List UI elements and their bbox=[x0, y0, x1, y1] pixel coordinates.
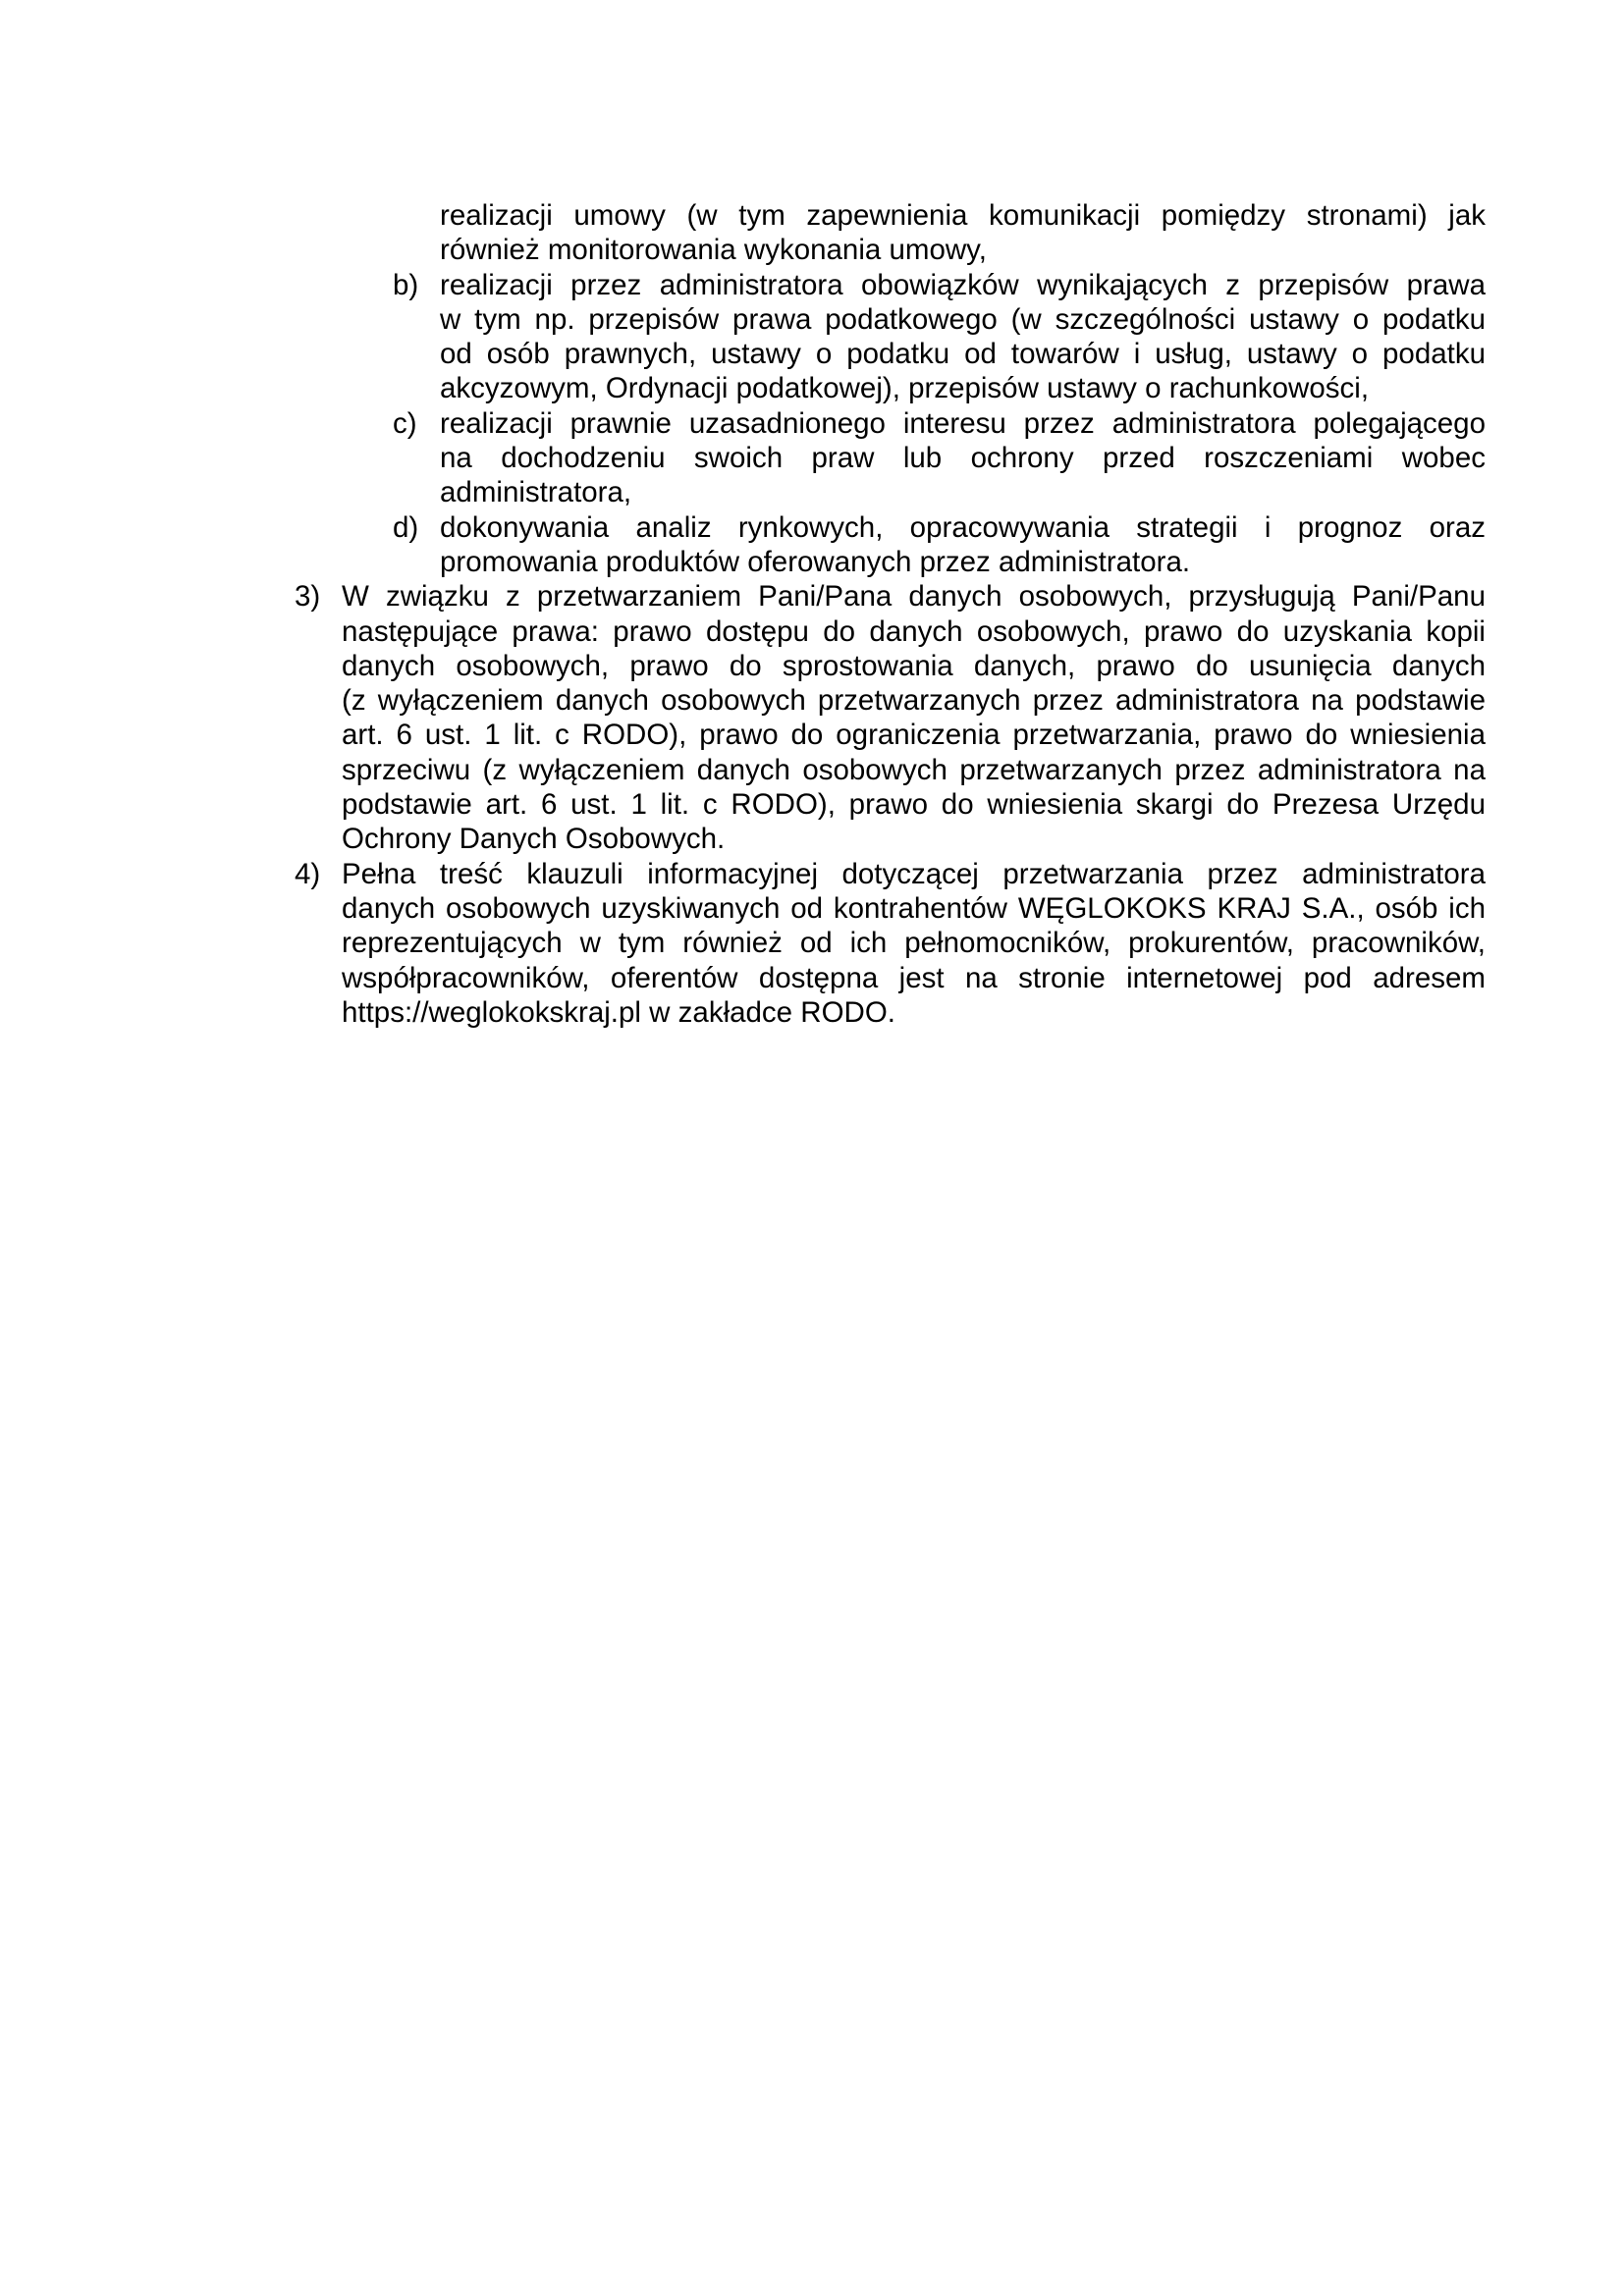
list-item-text bbox=[342, 579, 1486, 856]
list-item-text bbox=[440, 268, 1486, 406]
list-item bbox=[0, 579, 1624, 856]
text-line: od osób prawnych, ustawy o podatku od towarów i usług, ustawy o podatku bbox=[440, 338, 1486, 371]
text-line: promowania produktów oferowanych przez administratora. bbox=[440, 545, 1191, 578]
text-line: akcyzowym, Ordynacji podatkowej), przepisów ustawy o rachunkowości, bbox=[440, 372, 1370, 405]
text-line: danych osobowych uzyskiwanych od kontrahentów WĘGLOKOKS KRAJ S.A., osób ich bbox=[342, 891, 1486, 925]
text-line: (z wyłączeniem danych osobowych przetwarzanych przez administratora na podstawie bbox=[342, 684, 1486, 718]
list-item-marker: 3) bbox=[295, 580, 321, 614]
text-line: również monitorowania wykonania umowy, bbox=[440, 234, 987, 267]
text-line: art. 6 ust. 1 lit. c RODO), prawo do ograniczenia przetwarzania, prawo do wniesienia bbox=[342, 719, 1486, 752]
list-item bbox=[0, 198, 1624, 268]
list-item bbox=[0, 268, 1624, 406]
list-item-marker: c) bbox=[393, 406, 417, 440]
text-line: realizacji umowy (w tym zapewnienia komunikacji pomiędzy stronami) jak bbox=[440, 199, 1486, 232]
list-item-text bbox=[440, 198, 1486, 268]
text-line: realizacji przez administratora obowiązków wynikających z przepisów prawa bbox=[440, 268, 1486, 301]
list-item-marker: 4) bbox=[295, 857, 321, 890]
list-item-text bbox=[342, 857, 1486, 1030]
list-item-text bbox=[440, 406, 1486, 510]
document-content bbox=[0, 198, 1624, 1030]
list-item bbox=[0, 406, 1624, 510]
text-line: w tym np. przepisów prawa podatkowego (w szczególności ustawy o podatku bbox=[440, 302, 1486, 336]
text-line: współpracowników, oferentów dostępna jest na stronie internetowej pod adresem bbox=[342, 961, 1486, 994]
text-line: następujące prawa: prawo dostępu do danych osobowych, prawo do uzyskania kopii bbox=[342, 614, 1486, 648]
list-item-marker: d) bbox=[393, 510, 419, 544]
text-line: https://weglokokskraj.pl w zakładce RODO. bbox=[342, 995, 895, 1029]
text-line: W związku z przetwarzaniem Pani/Pana danych osobowych, przysługują Pani/Panu bbox=[342, 580, 1486, 614]
list-item-marker: b) bbox=[393, 268, 419, 301]
text-line: dokonywania analiz rynkowych, opracowywania strategii i prognoz oraz bbox=[440, 510, 1486, 544]
text-line: reprezentujących w tym również od ich pełnomocników, prokurentów, pracowników, bbox=[342, 927, 1486, 960]
text-line: sprzeciwu (z wyłączeniem danych osobowych przetwarzanych przez administratora na bbox=[342, 753, 1486, 786]
text-line: administratora, bbox=[440, 476, 632, 509]
text-line: Ochrony Danych Osobowych. bbox=[342, 823, 726, 856]
list-item-text bbox=[440, 510, 1486, 580]
text-line: na dochodzeniu swoich praw lub ochrony przed roszczeniami wobec bbox=[440, 442, 1486, 475]
text-line: Pełna treść klauzuli informacyjnej dotyczącej przetwarzania przez administratora bbox=[342, 857, 1486, 890]
text-line: podstawie art. 6 ust. 1 lit. c RODO), prawo do wniesienia skargi do Prezesa Urzędu bbox=[342, 788, 1486, 822]
list-item bbox=[0, 857, 1624, 1030]
text-line: realizacji prawnie uzasadnionego interesu przez administratora polegającego bbox=[440, 406, 1486, 440]
text-line: danych osobowych, prawo do sprostowania danych, prawo do usunięcia danych bbox=[342, 649, 1486, 682]
list-item bbox=[0, 510, 1624, 580]
